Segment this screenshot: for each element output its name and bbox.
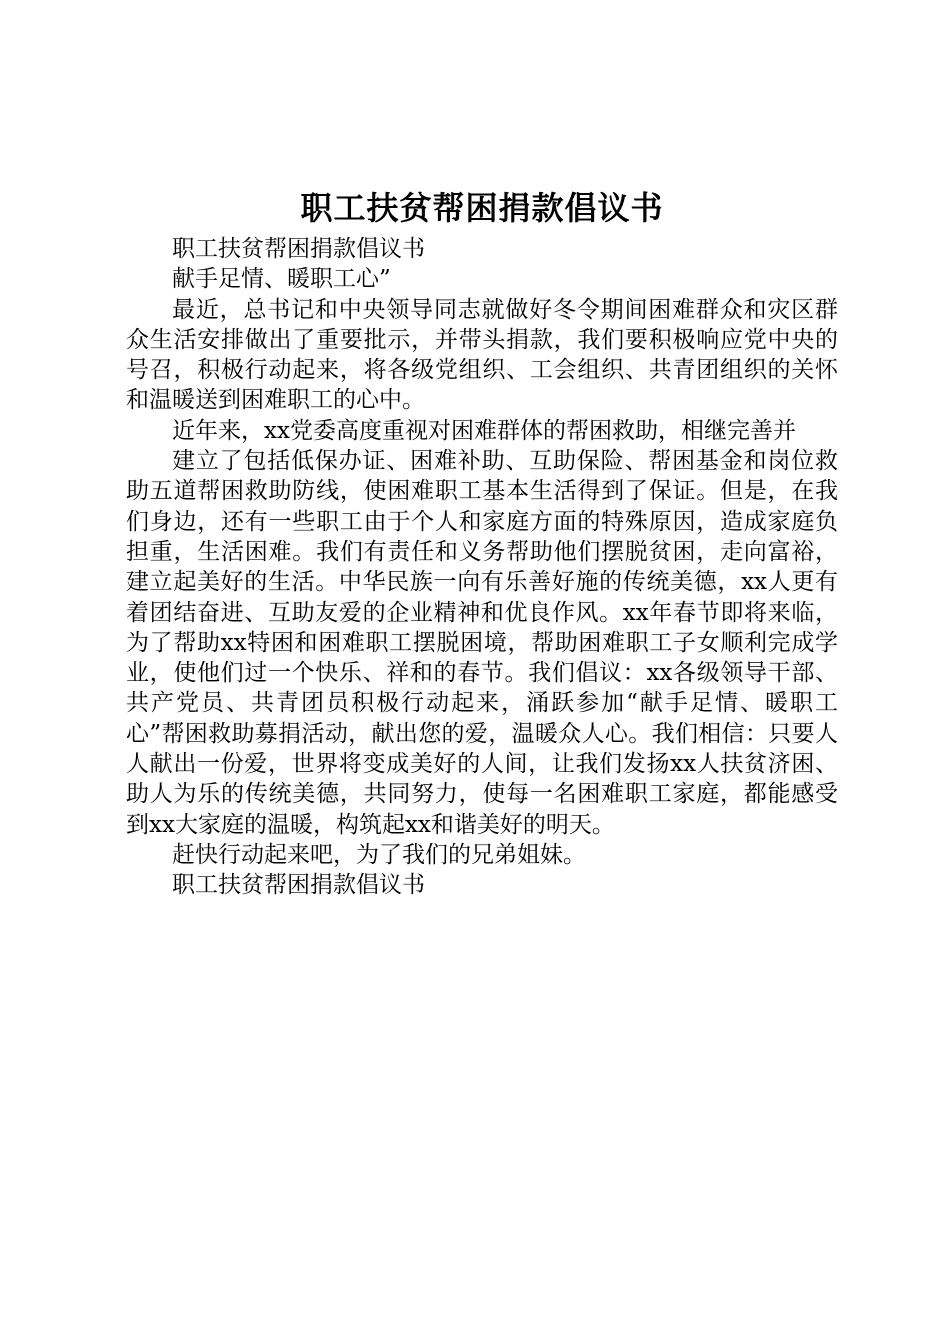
paragraph-recent-years: 近年来，xx党委高度重视对困难群体的帮困救助，相继完善并 <box>172 417 796 444</box>
paragraph-slogan: 献手足情、暖职工心” <box>172 266 391 293</box>
paragraph-closing-title: 职工扶贫帮困捐款倡议书 <box>172 872 425 899</box>
document-title: 职工扶贫帮困捐款倡议书 <box>300 189 664 227</box>
document-body <box>126 234 838 901</box>
paragraph-intro: 最近，总书记和中央领导同志就做好冬令期间困难群众和灾区群众生活安排做出了重要批示，并带头捐款，我们要积极响应党中央的号召，积极行动起来，将各级党组织、工会组织、共青团组织的关怀和温暖送到困难职工的心中。 <box>126 296 838 414</box>
paragraph-main: 建立了包括低保办证、困难补助、互助保险、帮困基金和岗位救助五道帮困救助防线，使困难职工基本生活得到了保证。但是，在我们身边，还有一些职工由于个人和家庭方面的特殊原因，造成家庭负担重，生活困难。我们有责任和义务帮助他们摆脱贫困，走向富裕，建立起美好的生活。中华民族一向有乐善好施的传统美德，xx人更有着团结奋进、互助友爱的企业精神和优良作风。xx年春节即将来临，为了帮助xx特困和困难职工摆脱困境，帮助困难职工子女顺利完成学业，使他们过一个快乐、祥和的春节。我们倡议：xx各级领导干部、共产党员、共青团员积极行动起来，涌跃参加“献手足情、暖职工心”帮困救助募捐活动，献出您的爱，温暖众人心。我们相信：只要人人献出一份爱，世界将变成美好的人间，让我们发扬xx人扶贫济困、助人为乐的传统美德，共同努力，使每一名困难职工家庭，都能感受到xx大家庭的温暖，构筑起xx和谐美好的明天。 <box>126 448 838 838</box>
paragraph-repeat-title: 职工扶贫帮困捐款倡议书 <box>172 236 425 262</box>
paragraph-call-to-action: 赶快行动起来吧，为了我们的兄弟姐妹。 <box>172 841 586 868</box>
document-page <box>126 0 838 901</box>
